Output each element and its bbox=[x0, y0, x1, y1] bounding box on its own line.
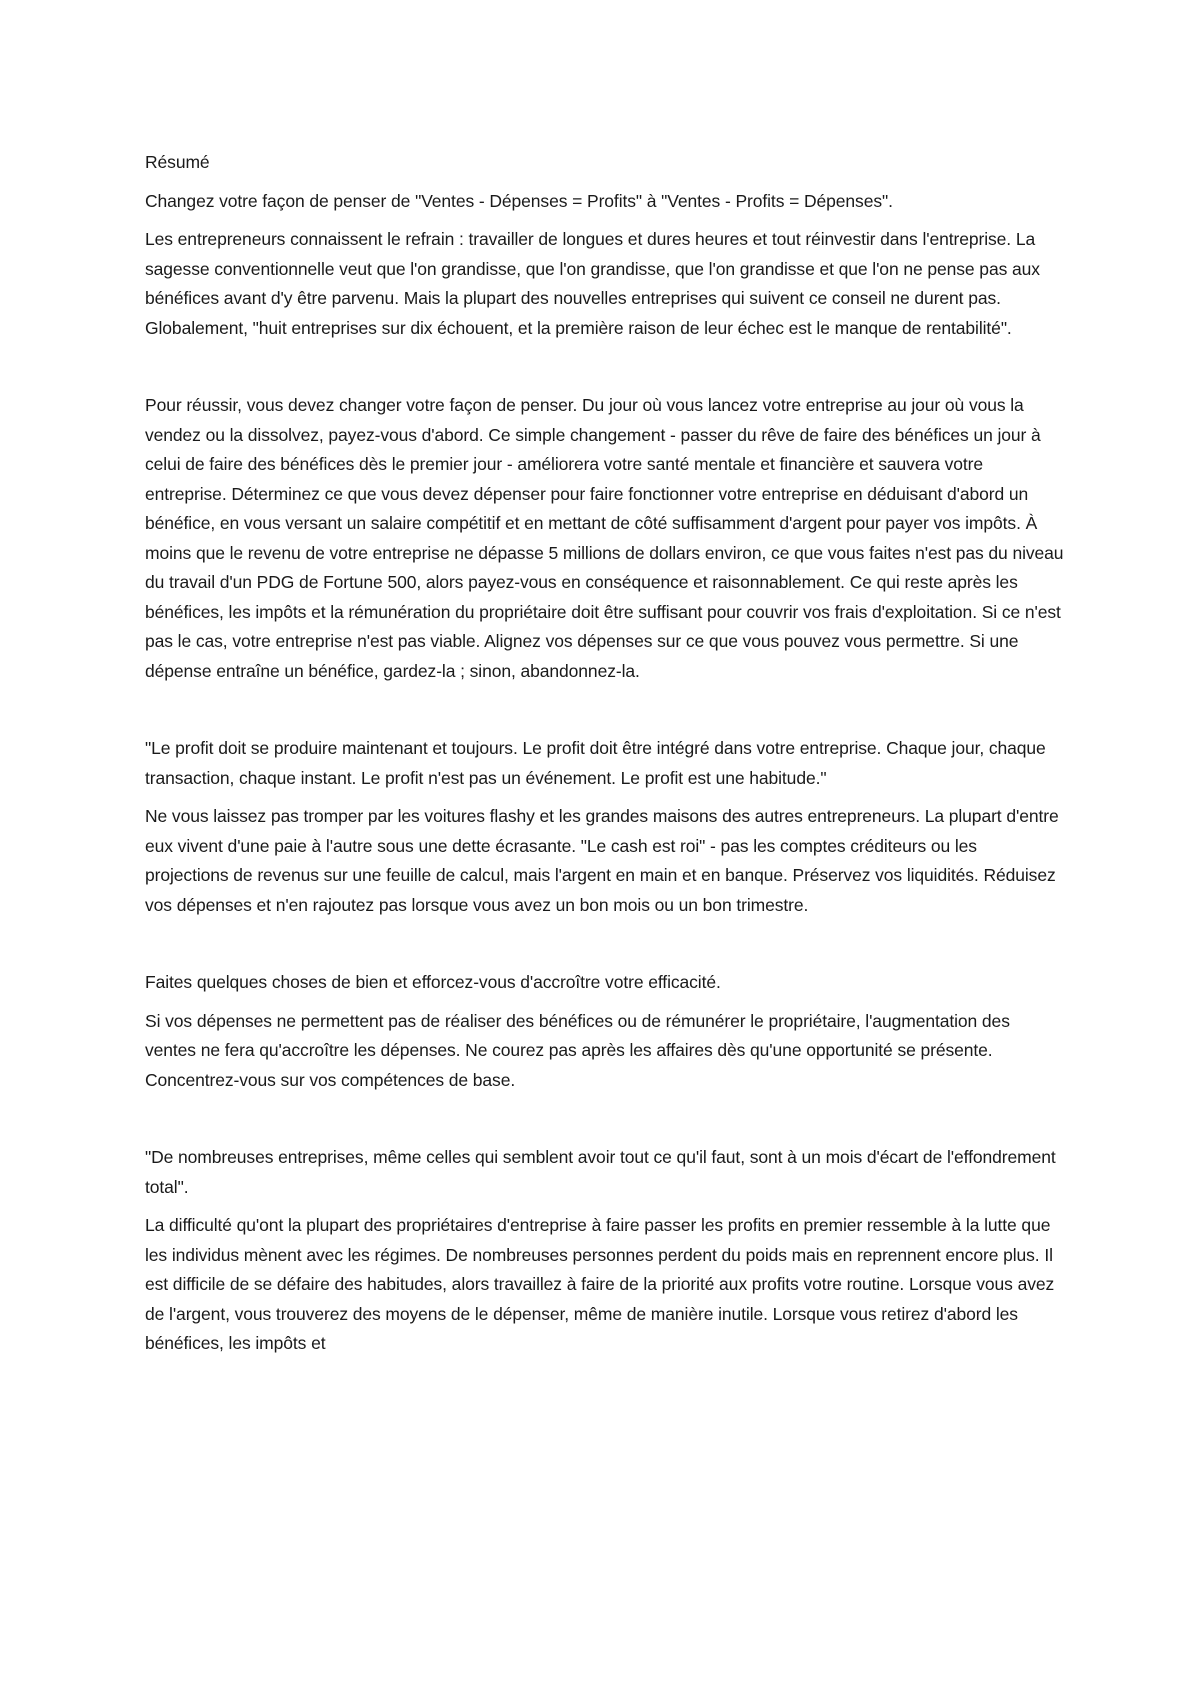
quote-profit-habit: "Le profit doit se produire maintenant et toujours. Le profit doit être intégré dans votre entreprise. Chaque jour, chaque transaction, chaque instant. Le profit n'est pas un événement. Le profit est une habitude." bbox=[145, 738, 1046, 788]
paragraph-thesis: Changez votre façon de penser de "Ventes - Dépenses = Profits" à "Ventes - Profits = Dépenses". bbox=[145, 190, 893, 211]
paragraph-intro: Les entrepreneurs connaissent le refrain : travailler de longues et dures heures et tout réinvestir dans l'entreprise. La sagesse conventionnelle veut que l'on grandisse, que l'on grandisse, que l'on grandisse et que l'on ne pense pas aux bénéfices avant d'y être parvenu. Mais la plupart des nouvelles entreprises qui suivent ce conseil ne durent pas. Globalement, "huit entreprises sur dix échouent, et la première raison de leur échec est le manque de rentabilité". bbox=[145, 229, 1040, 338]
paragraph-gap bbox=[145, 1104, 1065, 1143]
paragraph-cash-is-king: Ne vous laissez pas tromper par les voitures flashy et les grandes maisons des autres entrepreneurs. La plupart d'entre eux vivent d'une paie à l'autre sous une dette écrasante. "Le cash est roi" - pas les comptes créditeurs ou les projections de revenus sur une feuille de calcul, mais l'argent en main et en banque. Préservez vos liquidités. Réduisez vos dépenses et n'en rajoutez pas lorsque vous avez un bon mois ou un bon trimestre. bbox=[145, 806, 1059, 915]
paragraph-diet-analogy: La difficulté qu'ont la plupart des propriétaires d'entreprise à faire passer les profits en premier ressemble à la lutte que les individus mènent avec les régimes. De nombreuses personnes perdent du poids mais en reprennent encore plus. Il est difficile de se défaire des habitudes, alors travaillez à faire de la priorité aux profits votre routine. Lorsque vous avez de l'argent, vous trouverez des moyens de le dépenser, même de manière inutile. Lorsque vous retirez d'abord les bénéfices, les impôts et bbox=[145, 1215, 1055, 1353]
paragraph-gap bbox=[145, 695, 1065, 734]
paragraph-core-skills: Si vos dépenses ne permettent pas de réaliser des bénéfices ou de rémunérer le propriétaire, l'augmentation des ventes ne fera qu'accroître les dépenses. Ne courez pas après les affaires dès qu'une opportunité se présente. Concentrez-vous sur vos compétences de base. bbox=[145, 1010, 1010, 1090]
paragraph-gap bbox=[145, 929, 1065, 968]
paragraph-gap bbox=[145, 352, 1065, 391]
paragraph-efficiency: Faites quelques choses de bien et efforcez-vous d'accroître votre efficacité. bbox=[145, 972, 721, 992]
document-page bbox=[145, 148, 1065, 1368]
quote-collapse: "De nombreuses entreprises, même celles qui semblent avoir tout ce qu'il faut, sont à un mois d'écart de l'effondrement total". bbox=[145, 1147, 1056, 1197]
document-title: Résumé bbox=[145, 152, 210, 172]
paragraph-pay-yourself-first: Pour réussir, vous devez changer votre façon de penser. Du jour où vous lancez votre entreprise au jour où vous la vendez ou la dissolvez, payez-vous d'abord. Ce simple changement - passer du rêve de faire des bénéfices un jour à celui de faire des bénéfices dès le premier jour - améliorera votre santé mentale et financière et sauvera votre entreprise. Déterminez ce que vous devez dépenser pour faire fonctionner votre entreprise en déduisant d'abord un bénéfice, en vous versant un salaire compétitif et en mettant de côté suffisamment d'argent pour payer vos impôts. À moins que le revenu de votre entreprise ne dépasse 5 millions de dollars environ, ce que vous faites n'est pas du niveau du travail d'un PDG de Fortune 500, alors payez-vous en conséquence et raisonnablement. Ce qui reste après les bénéfices, les impôts et la rémunération du propriétaire doit être suffisant pour couvrir vos frais d'exploitation. Si ce n'est pas le cas, votre entreprise n'est pas viable. Alignez vos dépenses sur ce que vous pouvez vous permettre. Si une dépense entraîne un bénéfice, gardez-la ; sinon, abandonnez-la. bbox=[145, 395, 1064, 681]
